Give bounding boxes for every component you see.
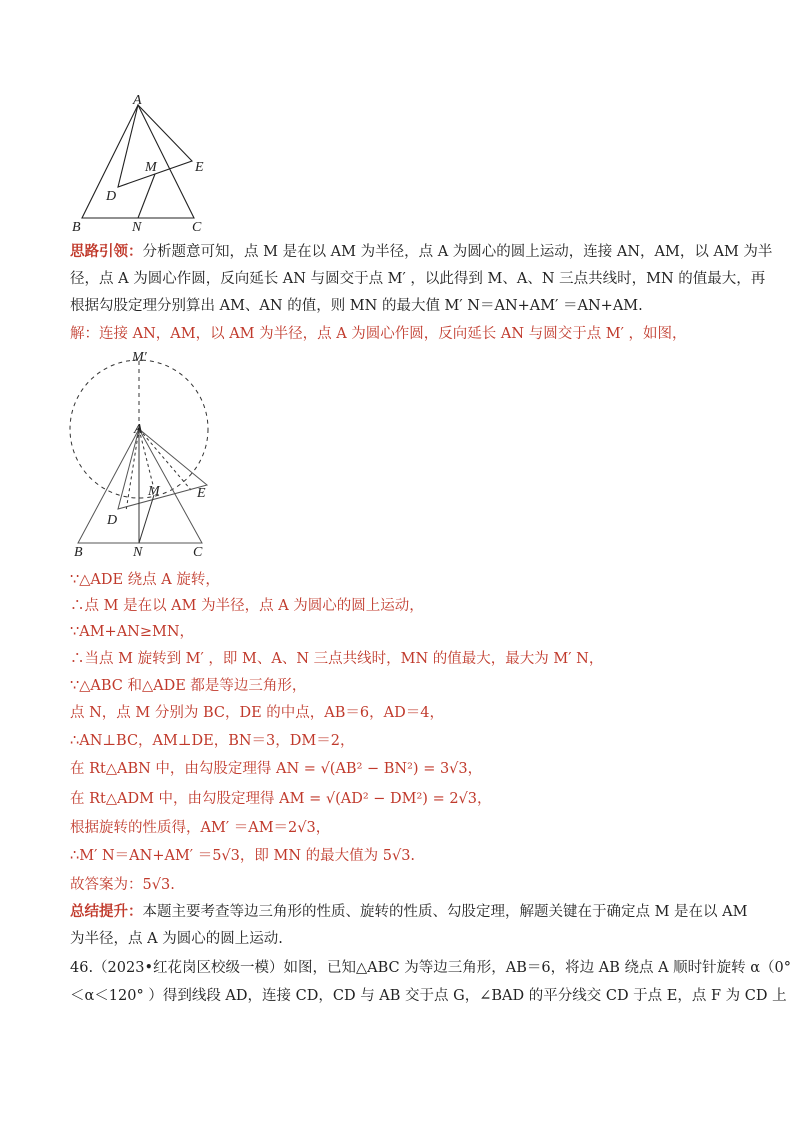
label-d-2: D (107, 513, 118, 528)
answer: 故答案为：5√3. (70, 877, 175, 893)
figure-1 (60, 90, 220, 240)
triangle-ade-2 (118, 429, 207, 509)
step-5: ∵△ABC 和△ADE 都是等边三角形， (70, 678, 307, 694)
label-c-2: C (193, 545, 203, 560)
step-9: 在 Rt△ADM 中，由勾股定理得 AM = √(AD² − DM²) = 2√3， (70, 791, 492, 807)
step-4: ∴当点 M 旋转到 M′ ，即 M、A、N 三点共线时，MN 的值最大，最大为 M′ N， (70, 651, 604, 667)
label-mp: M′ (132, 350, 147, 365)
step-10: 根据旋转的性质得，AM′ ＝AM＝2√3， (70, 820, 331, 836)
segment-mn (138, 174, 155, 218)
label-c: C (192, 220, 202, 235)
label-b-2: B (74, 545, 83, 560)
analysis-tag: 思路引领： (70, 243, 143, 260)
triangle-abc (82, 105, 194, 218)
label-m-2: M (148, 484, 160, 499)
problem-46-line-2: ＜α＜120° ）得到线段 AD，连接 CD，CD 与 AB 交于点 G，∠BAD 的平分线交 CD 于点 E，点 F 为 CD 上 (70, 988, 787, 1004)
summary-line-1: 总结提升：本题主要考查等边三角形的性质、旋转的性质、勾股定理，解题关键在于确定点 M 是在以 AM (70, 903, 748, 920)
analysis-line-1: 思路引领：分析题意可知，点 M 是在以 AM 为半径，点 A 为圆心的圆上运动，连接 AN，AM，以 AM 为半 (70, 243, 773, 260)
solution-intro: 解：连接 AN，AM，以 AM 为半径，点 A 为圆心作圆，反向延长 AN 与圆交于点 M′ ，如图， (70, 326, 687, 342)
step-7: ∴AN⊥BC，AM⊥DE，BN＝3，DM＝2， (70, 733, 355, 749)
label-n: N (132, 220, 142, 235)
label-e: E (195, 160, 204, 175)
label-m: M (145, 160, 157, 175)
triangle-abc-2 (78, 429, 202, 543)
step-3: ∵AM+AN≥MN， (70, 624, 195, 640)
label-b: B (72, 220, 81, 235)
summary-line-2: 为半径，点 A 为圆心的圆上运动. (70, 931, 283, 947)
label-e-2: E (197, 486, 206, 501)
analysis-line-2: 径，点 A 为圆心作圆，反向延长 AN 与圆交于点 M′ ，以此得到 M、A、N 三点共线时，MN 的值最大，再 (70, 271, 766, 287)
label-a-2: A (134, 422, 143, 437)
step-6: 点 N，点 M 分别为 BC，DE 的中点，AB＝6，AD＝4， (70, 705, 444, 721)
step-2: ∴点 M 是在以 AM 为半径，点 A 为圆心的圆上运动， (70, 598, 424, 614)
segment-mn-2 (139, 495, 154, 543)
step-1: ∵△ADE 绕点 A 旋转， (70, 572, 220, 588)
figure-2 (60, 345, 230, 560)
label-n-2: N (133, 545, 143, 560)
segment-am-dashed (139, 429, 154, 489)
summary-tag: 总结提升： (70, 903, 143, 920)
problem-46-line-1: 46.（2023•红花岗区校级一模）如图，已知△ABC 为等边三角形，AB＝6，将边 AB 绕点 A 顺时针旋转 α（0° (70, 960, 792, 976)
step-8: 在 Rt△ABN 中，由勾股定理得 AN = √(AB² − BN²) = 3√3， (70, 761, 483, 777)
analysis-line-3: 根据勾股定理分别算出 AM、AN 的值，则 MN 的最大值 M′ N＝AN+AM′ ＝AN+AM. (70, 298, 643, 314)
step-11: ∴M′ N＝AN+AM′ ＝5√3，即 MN 的最大值为 5√3. (70, 848, 416, 864)
label-d: D (106, 189, 117, 204)
label-a: A (133, 93, 142, 108)
